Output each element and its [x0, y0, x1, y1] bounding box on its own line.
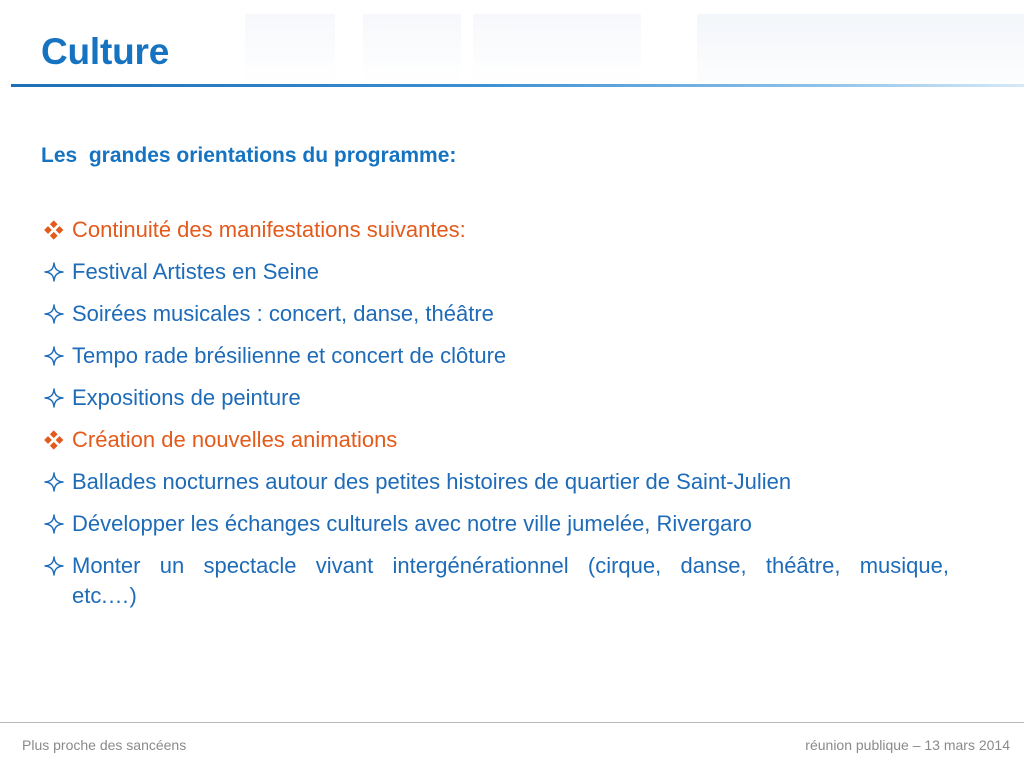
diamond-bullet-icon — [44, 215, 72, 245]
list-item-text: Monter un spectacle vivant intergénérationnel (cirque, danse, théâtre, musique, etc.…) — [72, 553, 949, 608]
bullet-list — [44, 215, 949, 611]
title-underline — [11, 84, 1024, 87]
list-item — [44, 299, 949, 341]
star-bullet-icon — [44, 551, 72, 581]
star-bullet-icon — [44, 383, 72, 413]
star-bullet-icon — [44, 257, 72, 287]
list-item-text: Soirées musicales : concert, danse, théâtre — [72, 301, 494, 326]
slide-subtitle: Les grandes orientations du programme: — [41, 144, 457, 167]
list-item — [44, 425, 949, 467]
footer-divider — [0, 722, 1024, 723]
star-bullet-icon — [44, 509, 72, 539]
header-block — [697, 14, 1024, 82]
list-item — [44, 341, 949, 383]
list-item-text: Expositions de peinture — [72, 385, 301, 410]
list-item — [44, 257, 949, 299]
header-block — [363, 14, 461, 82]
header-decoration — [245, 14, 1024, 82]
list-item-text: Tempo rade brésilienne et concert de clôture — [72, 343, 507, 368]
list-item — [44, 383, 949, 425]
star-bullet-icon — [44, 467, 72, 497]
list-item-text: Festival Artistes en Seine — [72, 259, 320, 284]
list-item — [44, 551, 949, 611]
list-item-text: Ballades nocturnes autour des petites histoires de quartier de Saint-Julien — [72, 469, 792, 494]
star-bullet-icon — [44, 299, 72, 329]
list-item — [44, 467, 949, 509]
list-item-text: Création de nouvelles animations — [72, 427, 398, 452]
list-item — [44, 509, 949, 551]
diamond-bullet-icon — [44, 425, 72, 455]
list-item — [44, 215, 949, 257]
slide-title: Culture — [41, 31, 170, 72]
list-item-text: Développer les échanges culturels avec notre ville jumelée, Rivergaro — [72, 511, 752, 536]
star-bullet-icon — [44, 341, 72, 371]
footer-tagline: Plus proche des sancéens — [22, 737, 187, 753]
header-block — [473, 14, 641, 82]
list-item-text: Continuité des manifestations suivantes: — [72, 217, 466, 242]
header-block — [245, 14, 335, 82]
footer-date: réunion publique – 13 mars 2014 — [805, 737, 1010, 753]
